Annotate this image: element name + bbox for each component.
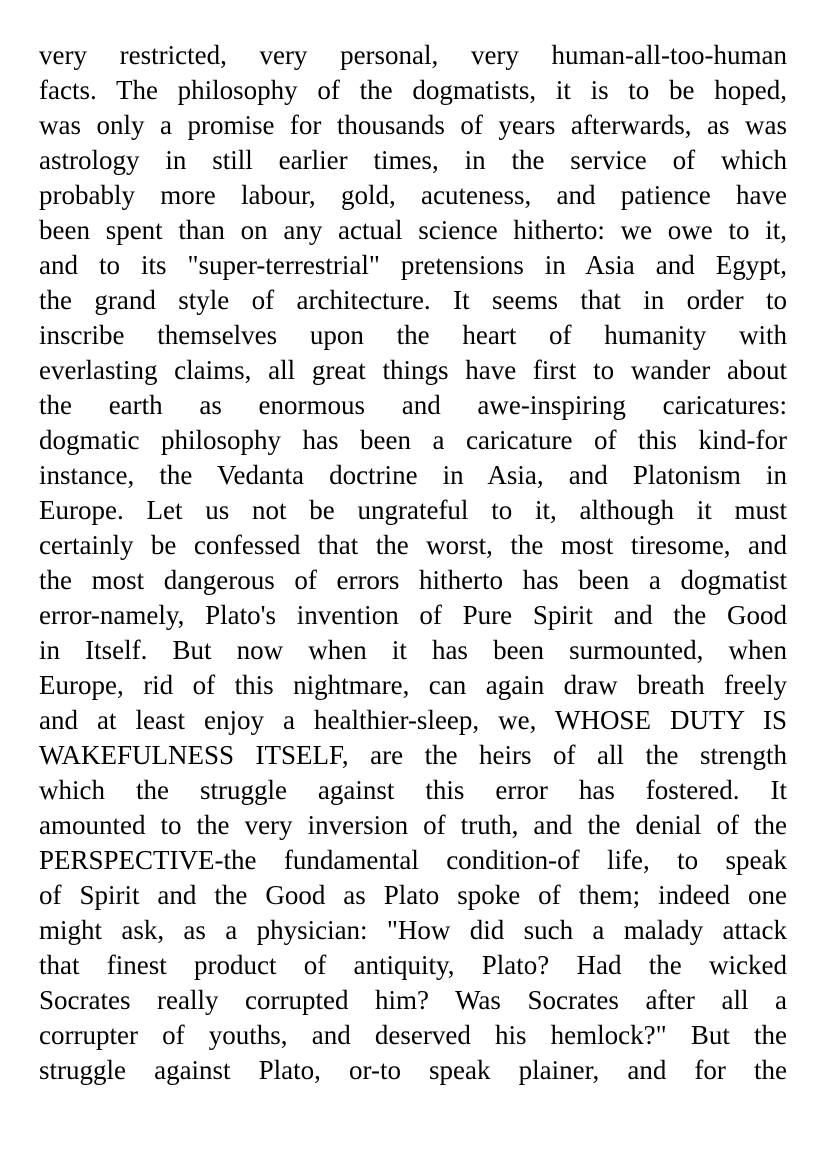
- text-line: in Itself. But now when it has been surmounted, when: [39, 635, 787, 665]
- text-line: of Spirit and the Good as Plato spoke of them; indeed one: [39, 880, 787, 910]
- text-line: certainly be confessed that the worst, the most tiresome, and: [39, 530, 787, 560]
- text-line: the grand style of architecture. It seems that in order to: [39, 285, 787, 315]
- text-line: PERSPECTIVE-the fundamental condition-of life, to speak: [39, 845, 787, 875]
- text-line: instance, the Vedanta doctrine in Asia, and Platonism in: [39, 460, 787, 490]
- text-line: the most dangerous of errors hitherto has been a dogmatist: [39, 565, 787, 595]
- text-line: Europe. Let us not be ungrateful to it, although it must: [39, 495, 787, 525]
- text-line: struggle against Plato, or-to speak plainer, and for the: [39, 1055, 787, 1085]
- text-line: astrology in still earlier times, in the service of which: [39, 145, 787, 175]
- text-line: corrupter of youths, and deserved his hemlock?" But the: [39, 1020, 787, 1050]
- text-line: and at least enjoy a healthier-sleep, we, WHOSE DUTY IS: [39, 705, 787, 735]
- text-line: which the struggle against this error has fostered. It: [39, 775, 787, 805]
- text-line: inscribe themselves upon the heart of humanity with: [39, 320, 787, 350]
- text-line: might ask, as a physician: "How did such a malady attack: [39, 915, 787, 945]
- text-line: dogmatic philosophy has been a caricature of this kind-for: [39, 425, 787, 455]
- text-line: was only a promise for thousands of years afterwards, as was: [39, 110, 787, 140]
- document-page: [39, 38, 787, 1088]
- text-line: been spent than on any actual science hitherto: we owe to it,: [39, 215, 787, 245]
- text-line: WAKEFULNESS ITSELF, are the heirs of all the strength: [39, 740, 787, 770]
- text-line: very restricted, very personal, very human-all-too-human: [39, 40, 787, 70]
- text-line: that finest product of antiquity, Plato? Had the wicked: [39, 950, 787, 980]
- text-line: and to its "super-terrestrial" pretensions in Asia and Egypt,: [39, 250, 787, 280]
- text-line: the earth as enormous and awe-inspiring caricatures:: [39, 390, 787, 420]
- text-line: error-namely, Plato's invention of Pure Spirit and the Good: [39, 600, 787, 630]
- text-line: everlasting claims, all great things have first to wander about: [39, 355, 787, 385]
- text-line: Socrates really corrupted him? Was Socrates after all a: [39, 985, 787, 1015]
- text-line: amounted to the very inversion of truth, and the denial of the: [39, 810, 787, 840]
- text-line: Europe, rid of this nightmare, can again draw breath freely: [39, 670, 787, 700]
- text-line: facts. The philosophy of the dogmatists, it is to be hoped,: [39, 75, 787, 105]
- text-line: probably more labour, gold, acuteness, and patience have: [39, 180, 787, 210]
